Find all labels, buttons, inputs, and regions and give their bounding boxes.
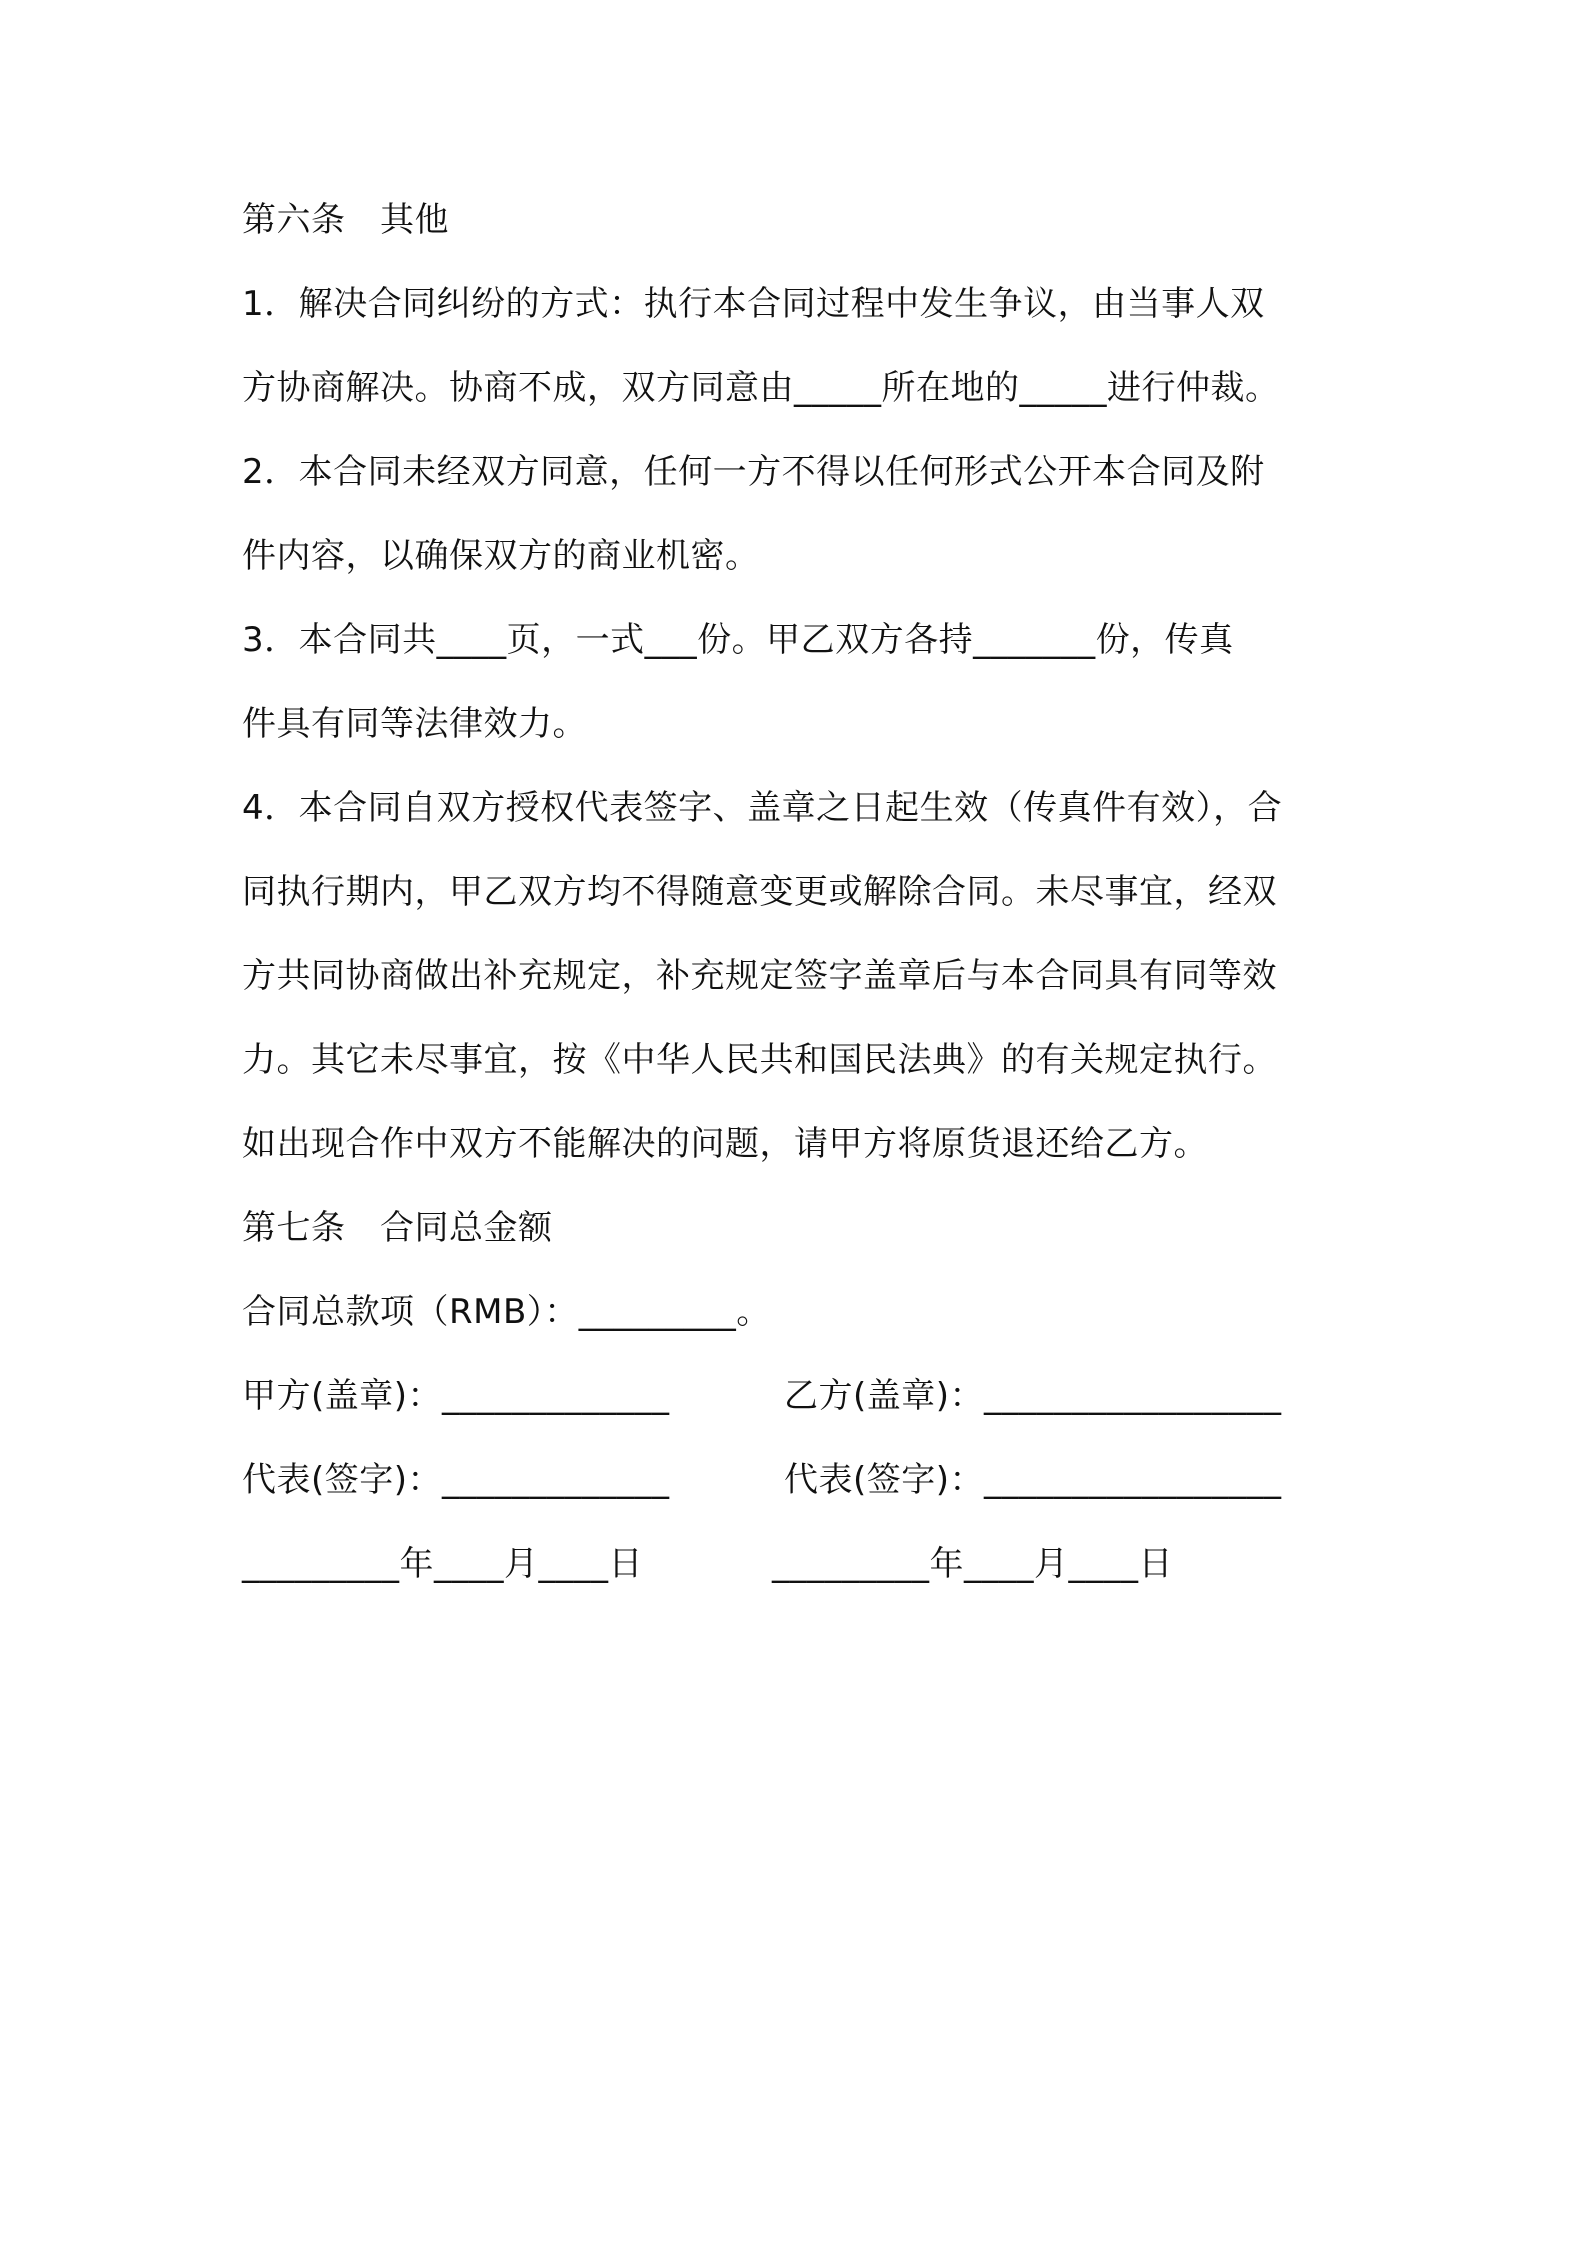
- article-6-line-4: 件内容，以确保双方的商业机密。: [242, 536, 760, 576]
- article-6-line-7: 4．本合同自双方授权代表签字、盖章之日起生效（传真件有效），合: [242, 788, 1283, 828]
- article-6-line-11: 如出现合作中双方不能解决的问题，请甲方将原货退还给乙方。: [242, 1124, 1208, 1164]
- party-a-date: _________年____月____日: [242, 1544, 643, 1584]
- article-6-line-9: 方共同协商做出补充规定，补充规定签字盖章后与本合同具有同等效: [242, 956, 1277, 996]
- party-b-seal: 乙方(盖章)：_________________: [784, 1376, 1282, 1416]
- article-6-line-2: 方协商解决。协商不成，双方同意由_____所在地的_____进行仲裁。: [242, 368, 1280, 408]
- party-b-date: _________年____月____日: [772, 1544, 1173, 1584]
- party-a-seal: 甲方(盖章)：_____________: [242, 1376, 670, 1416]
- article-6-line-6: 件具有同等法律效力。: [242, 704, 587, 744]
- article-7-heading: 第七条 合同总金额: [242, 1208, 553, 1248]
- article-6-heading: 第六条 其他: [242, 200, 449, 240]
- article-6-line-10: 力。其它未尽事宜，按《中华人民共和国民法典》的有关规定执行。: [242, 1040, 1277, 1080]
- article-6-line-5: 3．本合同共____页，一式___份。甲乙双方各持_______份，传真: [242, 620, 1234, 660]
- party-a-representative: 代表(签字)：_____________: [242, 1460, 670, 1500]
- article-6-line-8: 同执行期内，甲乙双方均不得随意变更或解除合同。未尽事宜，经双: [242, 872, 1277, 912]
- total-amount-line: 合同总款项（RMB）：_________。: [242, 1292, 771, 1332]
- party-b-representative: 代表(签字)：_________________: [784, 1460, 1282, 1500]
- article-6-line-1: 1．解决合同纠纷的方式：执行本合同过程中发生争议，由当事人双: [242, 284, 1265, 324]
- article-6-line-3: 2．本合同未经双方同意，任何一方不得以任何形式公开本合同及附: [242, 452, 1265, 492]
